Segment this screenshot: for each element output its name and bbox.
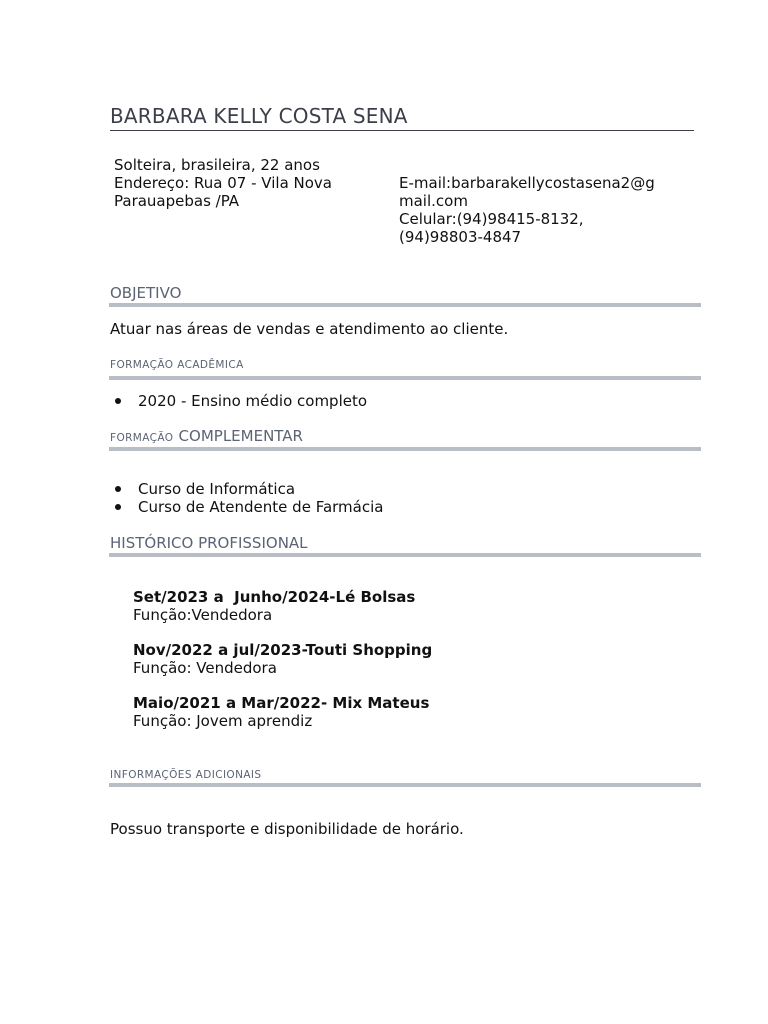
bullet-icon bbox=[115, 504, 121, 510]
personal-line-city: Parauapebas /PA bbox=[114, 192, 240, 210]
education-title: FORMAÇÃO ACADÊMICA bbox=[110, 359, 244, 371]
job-role: Função: Jovem aprendiz bbox=[133, 712, 313, 730]
job-entry bbox=[133, 641, 432, 677]
objective-divider bbox=[109, 303, 701, 307]
additional-title: INFORMAÇÕES ADICIONAIS bbox=[110, 769, 262, 781]
education-divider bbox=[109, 376, 701, 380]
contact-phone-line2: (94)98803-4847 bbox=[399, 228, 522, 246]
complementary-list bbox=[110, 480, 383, 516]
additional-text: Possuo transporte e disponibilidade de horário. bbox=[110, 820, 464, 838]
complementary-title-small: FORMAÇÃO bbox=[110, 432, 174, 444]
job-heading: Set/2023 a Junho/2024-Lé Bolsas bbox=[133, 588, 416, 606]
personal-line-status: Solteira, brasileira, 22 anos bbox=[114, 156, 320, 174]
list-item bbox=[110, 498, 383, 516]
job-entry bbox=[133, 588, 415, 624]
complementary-item: Curso de Informática bbox=[138, 480, 296, 498]
candidate-name: BARBARA KELLY COSTA SENA bbox=[110, 103, 694, 131]
contact-phone-line1: Celular:(94)98415-8132, bbox=[399, 210, 584, 228]
complementary-divider bbox=[109, 447, 701, 451]
bullet-icon bbox=[115, 486, 121, 492]
complementary-title-large: COMPLEMENTAR bbox=[178, 427, 303, 445]
job-role: Função: Vendedora bbox=[133, 659, 277, 677]
complementary-title bbox=[110, 427, 303, 445]
education-item: 2020 - Ensino médio completo bbox=[138, 392, 368, 410]
list-item bbox=[110, 480, 383, 498]
objective-title: OBJETIVO bbox=[110, 284, 182, 302]
objective-text: Atuar nas áreas de vendas e atendimento ao cliente. bbox=[110, 320, 509, 338]
list-item bbox=[110, 392, 367, 410]
personal-line-address: Endereço: Rua 07 - Vila Nova bbox=[114, 174, 332, 192]
contact-info bbox=[399, 174, 655, 246]
complementary-item: Curso de Atendente de Farmácia bbox=[138, 498, 384, 516]
job-heading: Maio/2021 a Mar/2022- Mix Mateus bbox=[133, 694, 430, 712]
contact-email-line2: mail.com bbox=[399, 192, 468, 210]
education-list bbox=[110, 392, 367, 410]
additional-divider bbox=[109, 783, 701, 787]
job-heading: Nov/2022 a jul/2023-Touti Shopping bbox=[133, 641, 433, 659]
job-entry bbox=[133, 694, 429, 730]
history-divider bbox=[109, 553, 701, 557]
personal-info bbox=[114, 156, 332, 210]
history-title: HISTÓRICO PROFISSIONAL bbox=[110, 534, 308, 552]
bullet-icon bbox=[115, 398, 121, 404]
contact-email-line1: E-mail:barbarakellycostasena2@g bbox=[399, 174, 655, 192]
job-role: Função:Vendedora bbox=[133, 606, 273, 624]
